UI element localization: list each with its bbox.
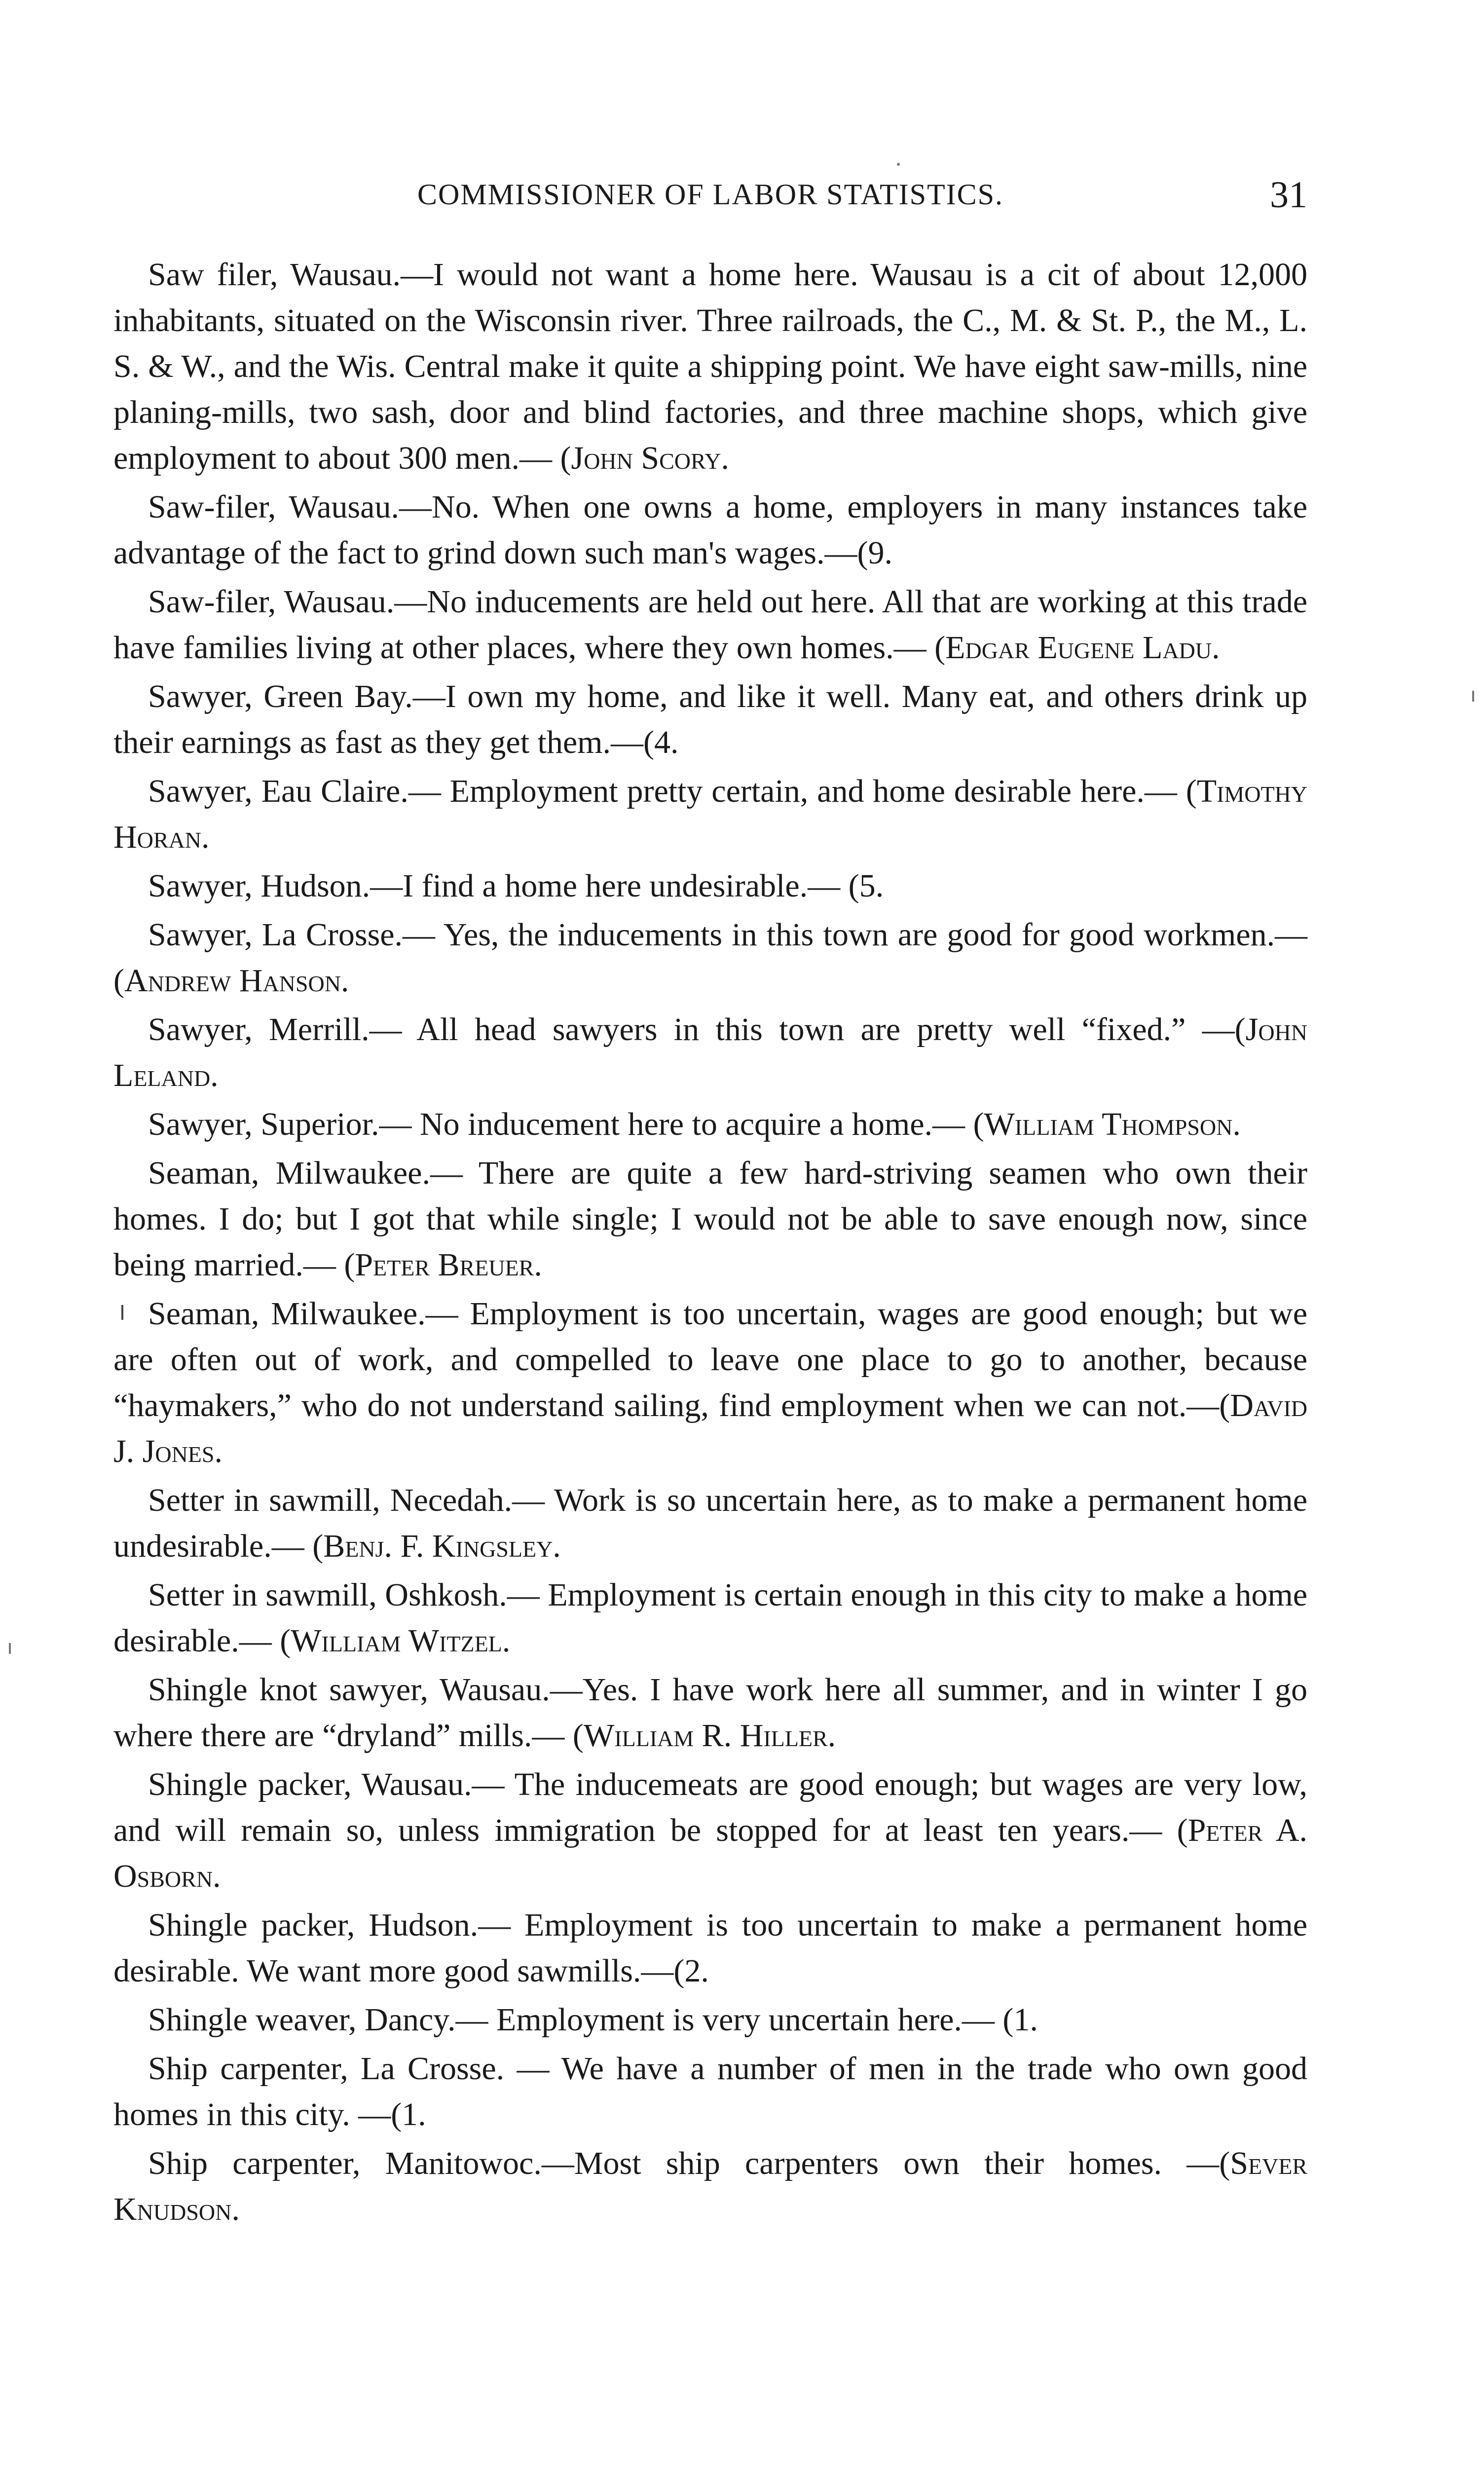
entry-text: Saw-filer, Wausau.—No inducements are held out here. All that are working at this trade have families living at other places, where they own homes.— ( [113,584,1307,666]
entry-text: Sawyer, La Crosse.— Yes, the inducements in this town are good for good workmen.— ( [113,917,1307,999]
entry-signature: John Leland. [113,1011,1307,1093]
entry [113,1101,1307,1147]
entry-signature: William R. Hiller. [583,1718,836,1754]
entry-text: Sawyer, Green Bay.—I own my home, and like it well. Many eat, and others drink up their earnings as fast as they get them.—(4. [113,678,1307,760]
entry [113,1997,1307,2043]
entry-text: Seaman, Milwaukee.— There are quite a few hard-striving seamen who own their homes. I do; but I got that while single; I would not be able to save enough now, since being married.— ( [113,1155,1307,1283]
entry [113,863,1307,909]
entry-text: Shingle knot sawyer, Wausau.—Yes. I have work here all summer, and in winter I go where there are “dryland” mills.— ( [113,1672,1307,1754]
entry-text: Sawyer, Merrill.— All head sawyers in this town are pretty well “fixed.” —( [148,1011,1246,1047]
entry-text: Ship carpenter, Manitowoc.—Most ship carpenters own their homes. —( [148,2145,1230,2181]
page-number: 31 [1270,174,1307,216]
page-title: COMMISSIONER OF LABOR STATISTICS. [417,178,1004,211]
entry [113,1572,1307,1664]
entry [113,1150,1307,1288]
entry [113,484,1307,576]
entry-text: Sawyer, Eau Claire.— Employment pretty certain, and home desirable here.— ( [148,773,1197,809]
entry-signature: Benj. F. Kingsley. [323,1528,561,1564]
entry [113,673,1307,765]
entry-text: Seaman, Milwaukee.— Employment is too uncertain, wages are good enough; but we are often out of work, and compelled to leave one place to go to another, because “haymakers,” who do not understand sailing, find employment when we can not.—( [113,1296,1307,1423]
entry [113,912,1307,1004]
entry-text: Sawyer, Hudson.—I find a home here undesirable.— (5. [148,868,884,904]
print-speck [897,163,900,166]
entry [113,2140,1307,2232]
entry-text: Saw-filer, Wausau.—No. When one owns a home, employers in many instances take advantage of the fact to grind down such man's wages.—(9. [113,489,1307,571]
entry-list [113,252,1307,2232]
entry-text: Shingle weaver, Dancy.— Employment is very uncertain here.— (1. [148,2002,1038,2038]
entry [113,1477,1307,1569]
print-speck [9,1643,11,1654]
entry [113,768,1307,860]
entry-signature: Andrew Hanson. [124,963,349,999]
running-header [113,174,1307,232]
entry [113,1291,1307,1474]
entry-signature: Sever Knudson. [113,2145,1307,2227]
entry-text: Saw filer, Wausau.—I would not want a home here. Wausau is a cit of about 12,000 inhabitants, situated on the Wisconsin river. Three railroads, the C., M. & St. P., the M., L. S. & W., and the Wis. Central make it quite a shipping point. We have eight saw-mills, nine planing-mills, two sash, door and blind factories, and three machine shops, which give employment to about 300 men.— ( [113,257,1307,476]
entry-signature: Timothy Horan. [113,773,1307,855]
entry-signature: William Thompson. [984,1106,1241,1142]
entry-signature: Peter A. Osborn. [113,1812,1307,1894]
entry [113,2046,1307,2137]
entry-text: Sawyer, Superior.— No inducement here to acquire a home.— ( [148,1106,984,1142]
entry-text: Ship carpenter, La Crosse. — We have a number of men in the trade who own good homes in this city. —(1. [113,2051,1307,2132]
entry-text: Shingle packer, Hudson.— Employment is too uncertain to make a permanent home desirable. We want more good sawmills.—(2. [113,1907,1307,1989]
entry [113,1761,1307,1899]
entry [113,252,1307,481]
print-speck [1472,691,1474,702]
entry [113,1667,1307,1758]
entry-signature: John Scory. [571,440,729,476]
entry-signature: Edgar Eugene Ladu. [945,630,1220,666]
entry-signature: Peter Breuer. [355,1247,542,1283]
entry [113,1007,1307,1098]
document-page [113,174,1307,2235]
entry-text: Setter in sawmill, Necedah.— Work is so uncertain here, as to make a permanent home undesirable.— ( [113,1482,1307,1564]
entry-signature: David J. Jones. [113,1387,1307,1469]
entry-text: Setter in sawmill, Oshkosh.— Employment is certain enough in this city to make a home desirable.— ( [113,1577,1307,1659]
entry [113,579,1307,671]
entry [113,1902,1307,1994]
entry-text: Shingle packer, Wausau.— The inducemeats are good enough; but wages are very low, and will remain so, unless immigration be stopped for at least ten years.— ( [113,1766,1307,1848]
entry-signature: William Witzel. [291,1623,511,1659]
